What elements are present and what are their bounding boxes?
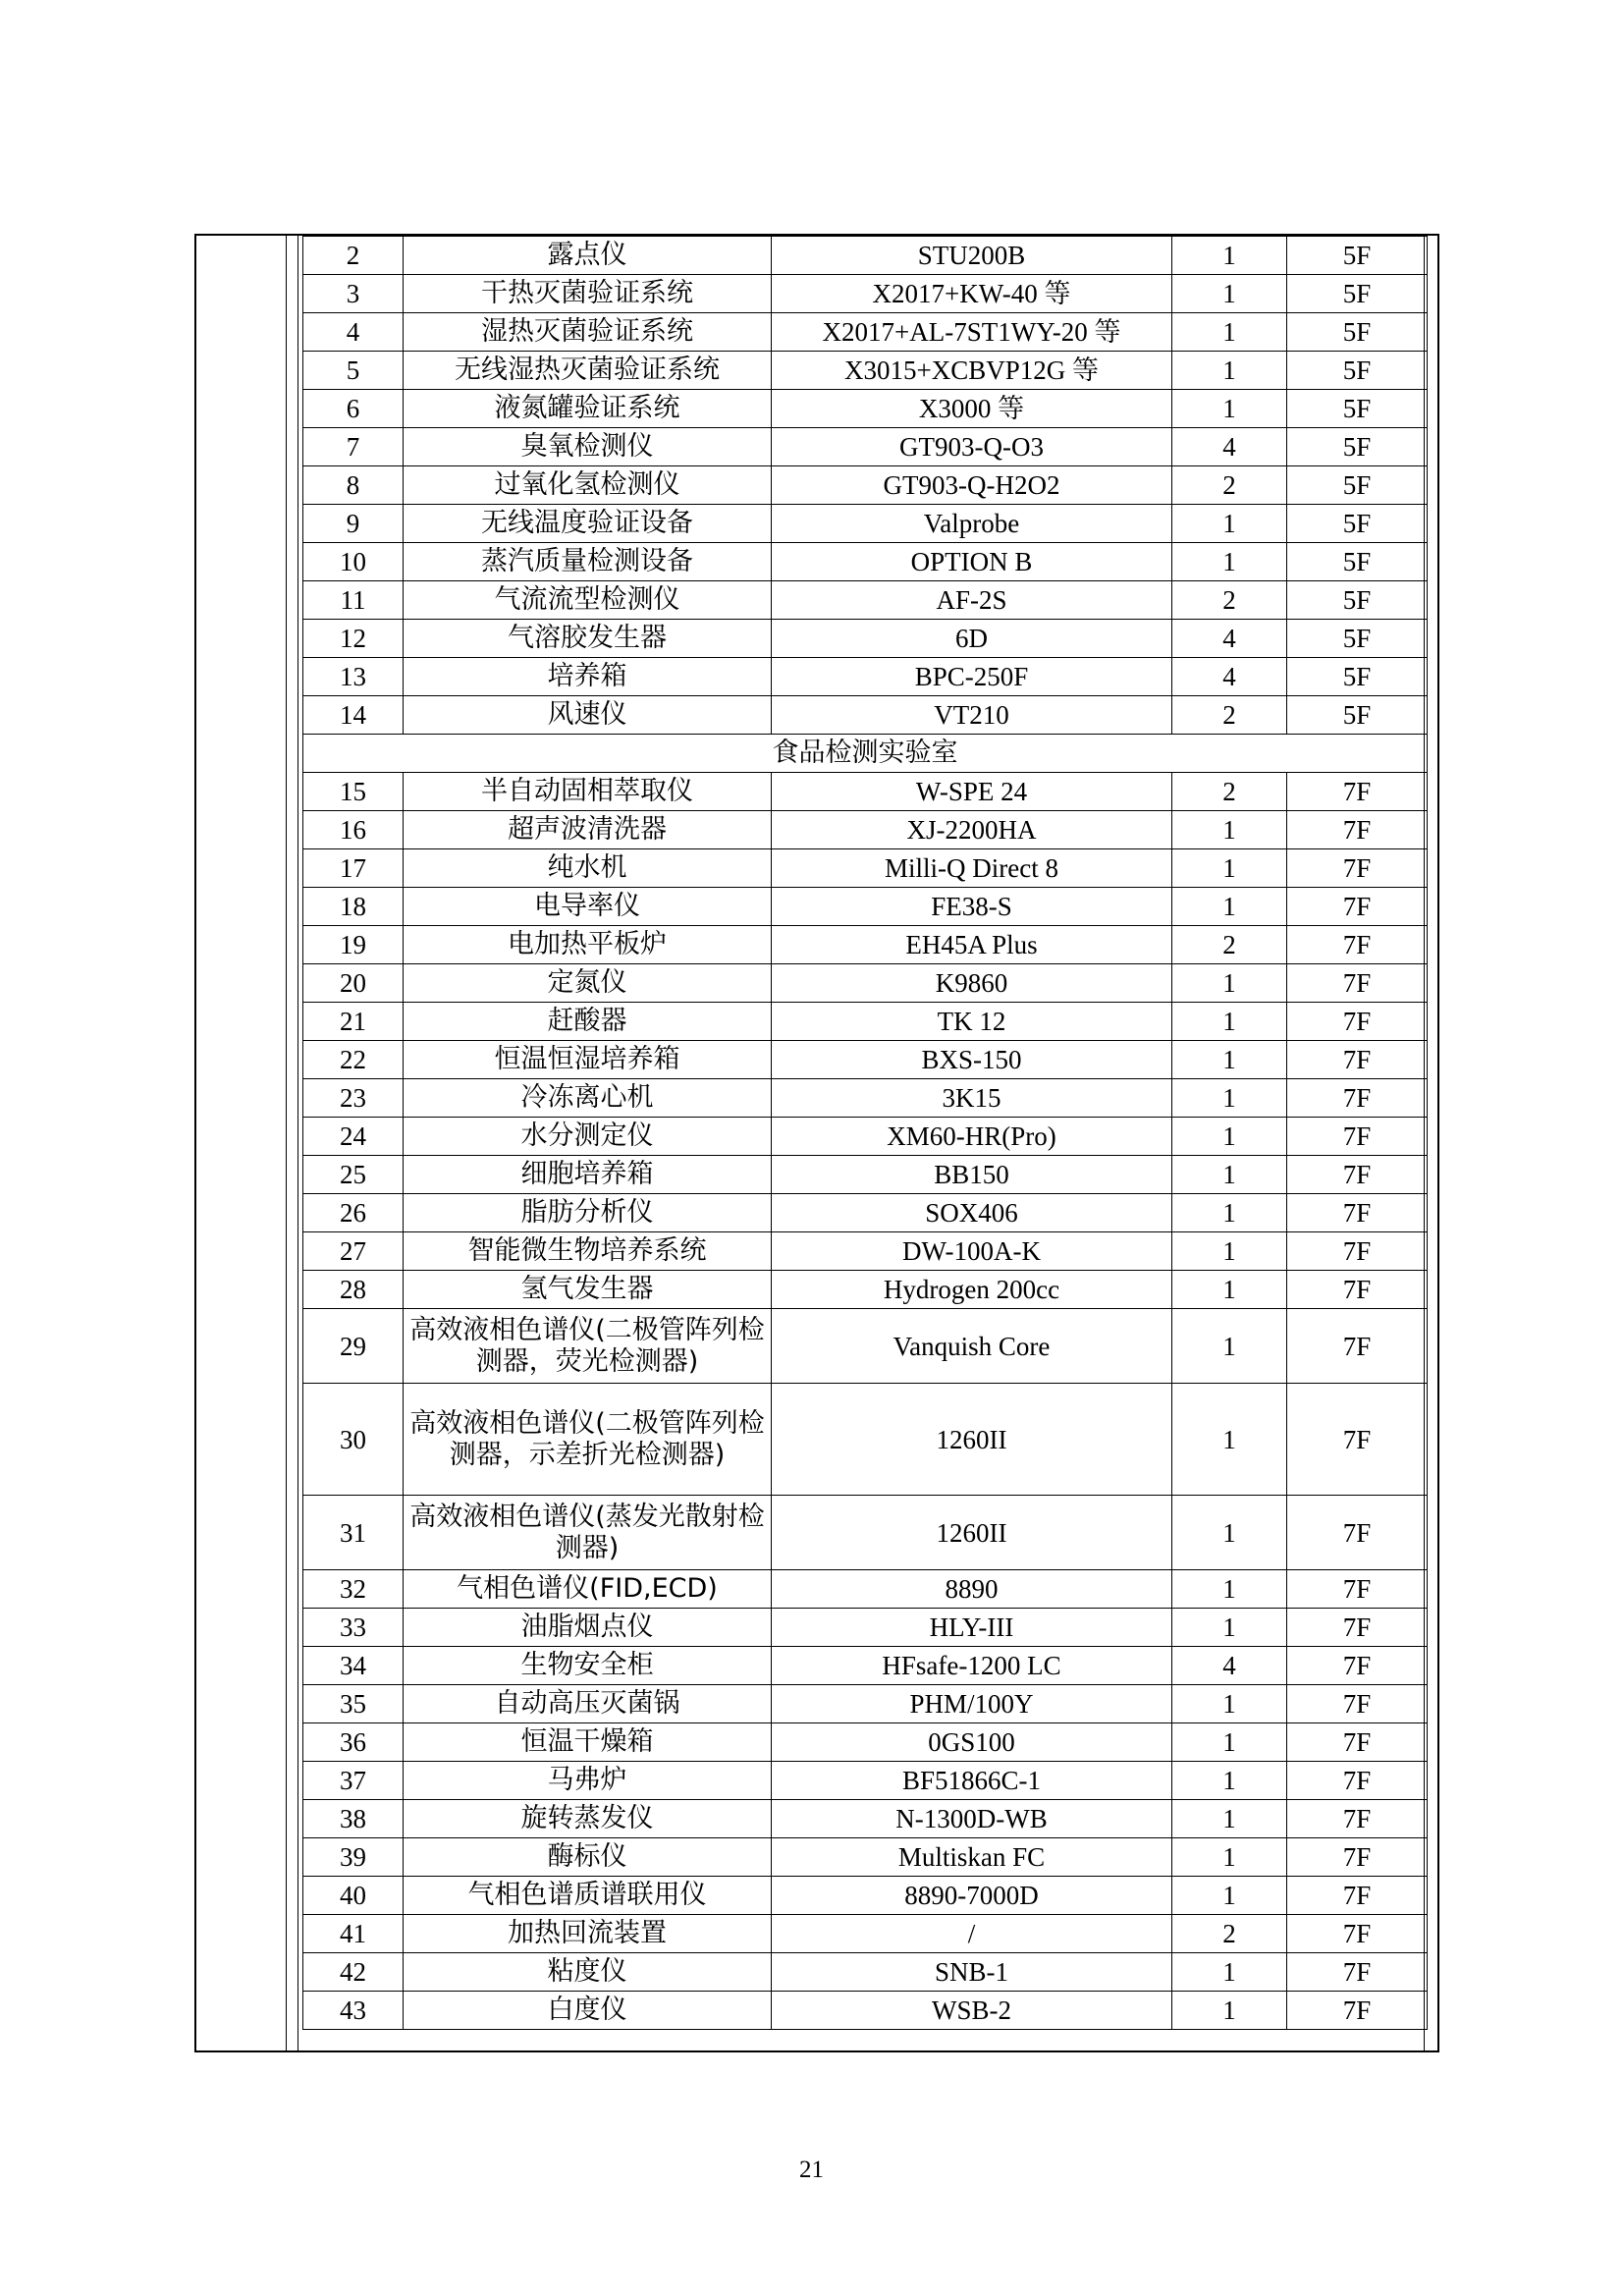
cell-model: XM60-HR(Pro) [772,1118,1172,1156]
cell-equipment-name: 气相色谱质谱联用仪 [404,1877,772,1915]
cell-quantity: 4 [1172,1647,1287,1685]
cell-number: 3 [303,275,404,313]
table-row [303,543,1428,581]
cell-floor: 7F [1287,1953,1428,1992]
cell-floor: 5F [1287,390,1428,428]
cell-equipment-name: 脂肪分析仪 [404,1194,772,1232]
cell-number: 13 [303,658,404,696]
cell-model: W-SPE 24 [772,773,1172,811]
cell-model: 1260II [772,1496,1172,1570]
table-row [303,1003,1428,1041]
cell-quantity: 1 [1172,1496,1287,1570]
cell-quantity: 1 [1172,1384,1287,1496]
cell-quantity: 1 [1172,964,1287,1003]
cell-model: Vanquish Core [772,1309,1172,1384]
table-row [303,1496,1428,1570]
cell-number: 4 [303,313,404,352]
cell-number: 11 [303,581,404,620]
cell-quantity: 1 [1172,1953,1287,1992]
cell-floor: 7F [1287,1118,1428,1156]
cell-model: X2017+AL-7ST1WY-20 等 [772,313,1172,352]
cell-floor: 5F [1287,543,1428,581]
cell-number: 22 [303,1041,404,1079]
cell-model: SNB-1 [772,1953,1172,1992]
cell-floor: 7F [1287,1723,1428,1762]
table-row [303,581,1428,620]
cell-floor: 7F [1287,811,1428,849]
cell-quantity: 1 [1172,1877,1287,1915]
cell-floor: 5F [1287,658,1428,696]
cell-number: 23 [303,1079,404,1118]
cell-number: 35 [303,1685,404,1723]
cell-number: 7 [303,428,404,466]
table-row [303,1723,1428,1762]
cell-model: DW-100A-K [772,1232,1172,1271]
cell-number: 18 [303,888,404,926]
cell-floor: 7F [1287,888,1428,926]
cell-number: 38 [303,1800,404,1838]
table-row [303,313,1428,352]
cell-equipment-name: 蒸汽质量检测设备 [404,543,772,581]
cell-floor: 7F [1287,1915,1428,1953]
table-row [303,1118,1428,1156]
cell-number: 43 [303,1992,404,2030]
table-row [303,1877,1428,1915]
cell-quantity: 1 [1172,1800,1287,1838]
cell-floor: 7F [1287,1232,1428,1271]
cell-floor: 5F [1287,466,1428,505]
cell-number: 9 [303,505,404,543]
cell-quantity: 2 [1172,696,1287,735]
cell-number: 8 [303,466,404,505]
cell-model: 6D [772,620,1172,658]
cell-floor: 7F [1287,1271,1428,1309]
cell-floor: 5F [1287,505,1428,543]
cell-model: WSB-2 [772,1992,1172,2030]
cell-floor: 7F [1287,1194,1428,1232]
cell-quantity: 4 [1172,620,1287,658]
table-row [303,1156,1428,1194]
cell-model: PHM/100Y [772,1685,1172,1723]
cell-equipment-name: 电导率仪 [404,888,772,926]
cell-quantity: 1 [1172,1003,1287,1041]
table-row [303,390,1428,428]
table-row [303,1079,1428,1118]
cell-equipment-name: 超声波清洗器 [404,811,772,849]
cell-number: 5 [303,352,404,390]
cell-equipment-name: 酶标仪 [404,1838,772,1877]
table-row [303,773,1428,811]
table-row [303,1609,1428,1647]
cell-equipment-name: 湿热灭菌验证系统 [404,313,772,352]
cell-quantity: 2 [1172,1915,1287,1953]
table-row [303,466,1428,505]
cell-quantity: 1 [1172,1762,1287,1800]
cell-number: 25 [303,1156,404,1194]
cell-quantity: 1 [1172,1232,1287,1271]
cell-model: Hydrogen 200cc [772,1271,1172,1309]
table-row [303,964,1428,1003]
cell-number: 41 [303,1915,404,1953]
cell-floor: 5F [1287,620,1428,658]
cell-floor: 7F [1287,849,1428,888]
cell-number: 17 [303,849,404,888]
cell-equipment-name: 白度仪 [404,1992,772,2030]
cell-quantity: 1 [1172,1041,1287,1079]
cell-model: X3015+XCBVP12G 等 [772,352,1172,390]
table-row [303,1992,1428,2030]
cell-number: 28 [303,1271,404,1309]
cell-floor: 7F [1287,1800,1428,1838]
cell-equipment-name: 露点仪 [404,237,772,275]
cell-quantity: 1 [1172,352,1287,390]
cell-model: Multiskan FC [772,1838,1172,1877]
page-number: 21 [799,2157,824,2183]
table-row [303,1232,1428,1271]
cell-equipment-name: 粘度仪 [404,1953,772,1992]
cell-model: Valprobe [772,505,1172,543]
cell-floor: 5F [1287,237,1428,275]
cell-quantity: 1 [1172,1992,1287,2030]
cell-equipment-name: 水分测定仪 [404,1118,772,1156]
cell-equipment-name: 旋转蒸发仪 [404,1800,772,1838]
cell-quantity: 1 [1172,1156,1287,1194]
cell-equipment-name: 马弗炉 [404,1762,772,1800]
cell-number: 15 [303,773,404,811]
cell-number: 24 [303,1118,404,1156]
cell-quantity: 4 [1172,658,1287,696]
cell-model: VT210 [772,696,1172,735]
cell-floor: 5F [1287,696,1428,735]
cell-number: 2 [303,237,404,275]
cell-number: 12 [303,620,404,658]
table-row [303,620,1428,658]
cell-number: 10 [303,543,404,581]
table-row [303,1570,1428,1609]
frame-column-divider [286,236,287,2050]
section-heading-row [303,735,1428,773]
table-row [303,275,1428,313]
cell-floor: 7F [1287,1079,1428,1118]
cell-number: 39 [303,1838,404,1877]
cell-equipment-name: 生物安全柜 [404,1647,772,1685]
cell-model: BPC-250F [772,658,1172,696]
cell-floor: 7F [1287,1570,1428,1609]
cell-number: 20 [303,964,404,1003]
cell-floor: 5F [1287,428,1428,466]
cell-equipment-name: 半自动固相萃取仪 [404,773,772,811]
cell-number: 31 [303,1496,404,1570]
cell-quantity: 1 [1172,275,1287,313]
cell-quantity: 1 [1172,1609,1287,1647]
cell-equipment-name: 自动高压灭菌锅 [404,1685,772,1723]
cell-quantity: 1 [1172,390,1287,428]
cell-floor: 5F [1287,275,1428,313]
cell-number: 42 [303,1953,404,1992]
cell-model: BB150 [772,1156,1172,1194]
cell-model: 1260II [772,1384,1172,1496]
cell-equipment-name: 恒温干燥箱 [404,1723,772,1762]
cell-quantity: 1 [1172,1685,1287,1723]
cell-floor: 7F [1287,1762,1428,1800]
table-row [303,1041,1428,1079]
cell-equipment-name: 干热灭菌验证系统 [404,275,772,313]
cell-number: 27 [303,1232,404,1271]
cell-model: X2017+KW-40 等 [772,275,1172,313]
cell-quantity: 2 [1172,926,1287,964]
cell-model: 3K15 [772,1079,1172,1118]
cell-quantity: 2 [1172,773,1287,811]
cell-equipment-name: 高效液相色谱仪(二极管阵列检测器，荧光检测器) [404,1309,772,1384]
cell-floor: 5F [1287,313,1428,352]
table-row [303,696,1428,735]
cell-floor: 7F [1287,1992,1428,2030]
cell-equipment-name: 高效液相色谱仪(蒸发光散射检测器) [404,1496,772,1570]
cell-equipment-name: 培养箱 [404,658,772,696]
cell-number: 34 [303,1647,404,1685]
cell-equipment-name: 过氧化氢检测仪 [404,466,772,505]
cell-quantity: 1 [1172,543,1287,581]
table-row [303,1309,1428,1384]
cell-number: 30 [303,1384,404,1496]
cell-model: / [772,1915,1172,1953]
cell-floor: 5F [1287,352,1428,390]
cell-model: 0GS100 [772,1723,1172,1762]
cell-number: 40 [303,1877,404,1915]
cell-floor: 7F [1287,1156,1428,1194]
cell-floor: 7F [1287,926,1428,964]
table-row [303,1194,1428,1232]
table-row [303,237,1428,275]
cell-model: HLY-III [772,1609,1172,1647]
cell-number: 29 [303,1309,404,1384]
cell-floor: 7F [1287,1609,1428,1647]
cell-floor: 5F [1287,581,1428,620]
cell-equipment-name: 电加热平板炉 [404,926,772,964]
cell-model: SOX406 [772,1194,1172,1232]
cell-floor: 7F [1287,1309,1428,1384]
cell-equipment-name: 气流流型检测仪 [404,581,772,620]
table-row [303,658,1428,696]
cell-quantity: 1 [1172,1723,1287,1762]
cell-floor: 7F [1287,1877,1428,1915]
cell-equipment-name: 液氮罐验证系统 [404,390,772,428]
table-row [303,352,1428,390]
table-row [303,1647,1428,1685]
table-row [303,888,1428,926]
cell-quantity: 1 [1172,1309,1287,1384]
cell-quantity: 4 [1172,428,1287,466]
table-row [303,1271,1428,1309]
cell-equipment-name: 细胞培养箱 [404,1156,772,1194]
cell-model: EH45A Plus [772,926,1172,964]
cell-quantity: 1 [1172,313,1287,352]
cell-equipment-name: 气相色谱仪(FID,ECD) [404,1570,772,1609]
cell-floor: 7F [1287,1384,1428,1496]
cell-model: K9860 [772,964,1172,1003]
table-row [303,811,1428,849]
cell-floor: 7F [1287,1838,1428,1877]
cell-equipment-name: 油脂烟点仪 [404,1609,772,1647]
cell-number: 19 [303,926,404,964]
cell-model: XJ-2200HA [772,811,1172,849]
cell-equipment-name: 氢气发生器 [404,1271,772,1309]
table-row [303,1915,1428,1953]
cell-equipment-name: 纯水机 [404,849,772,888]
cell-equipment-name: 风速仪 [404,696,772,735]
cell-floor: 7F [1287,1647,1428,1685]
cell-quantity: 2 [1172,466,1287,505]
cell-quantity: 1 [1172,849,1287,888]
cell-equipment-name: 高效液相色谱仪(二极管阵列检测器，示差折光检测器) [404,1384,772,1496]
cell-model: HFsafe-1200 LC [772,1647,1172,1685]
cell-model: 8890-7000D [772,1877,1172,1915]
cell-quantity: 1 [1172,237,1287,275]
cell-model: 8890 [772,1570,1172,1609]
cell-model: OPTION B [772,543,1172,581]
cell-quantity: 1 [1172,1570,1287,1609]
cell-floor: 7F [1287,1003,1428,1041]
cell-number: 16 [303,811,404,849]
cell-equipment-name: 无线温度验证设备 [404,505,772,543]
cell-number: 32 [303,1570,404,1609]
cell-model: X3000 等 [772,390,1172,428]
cell-number: 21 [303,1003,404,1041]
cell-model: STU200B [772,237,1172,275]
table-row [303,926,1428,964]
table-row [303,1762,1428,1800]
cell-equipment-name: 冷冻离心机 [404,1079,772,1118]
table-row [303,428,1428,466]
equipment-table-body [303,237,1428,2030]
cell-floor: 7F [1287,1496,1428,1570]
cell-quantity: 1 [1172,1079,1287,1118]
cell-floor: 7F [1287,964,1428,1003]
cell-floor: 7F [1287,1685,1428,1723]
cell-number: 36 [303,1723,404,1762]
cell-quantity: 1 [1172,811,1287,849]
cell-equipment-name: 加热回流装置 [404,1915,772,1953]
cell-model: AF-2S [772,581,1172,620]
cell-model: Milli-Q Direct 8 [772,849,1172,888]
cell-quantity: 2 [1172,581,1287,620]
cell-number: 26 [303,1194,404,1232]
cell-number: 6 [303,390,404,428]
cell-floor: 7F [1287,1041,1428,1079]
cell-quantity: 1 [1172,1838,1287,1877]
cell-number: 14 [303,696,404,735]
cell-equipment-name: 无线湿热灭菌验证系统 [404,352,772,390]
cell-floor: 7F [1287,773,1428,811]
table-row [303,849,1428,888]
cell-quantity: 1 [1172,505,1287,543]
cell-quantity: 1 [1172,888,1287,926]
cell-quantity: 1 [1172,1271,1287,1309]
table-row [303,1800,1428,1838]
table-row [303,505,1428,543]
table-row [303,1685,1428,1723]
cell-model: GT903-Q-O3 [772,428,1172,466]
cell-model: FE38-S [772,888,1172,926]
cell-model: BF51866C-1 [772,1762,1172,1800]
table-row [303,1953,1428,1992]
cell-equipment-name: 恒温恒湿培养箱 [404,1041,772,1079]
cell-equipment-name: 赶酸器 [404,1003,772,1041]
cell-model: TK 12 [772,1003,1172,1041]
cell-quantity: 1 [1172,1194,1287,1232]
cell-equipment-name: 定氮仪 [404,964,772,1003]
cell-number: 37 [303,1762,404,1800]
cell-quantity: 1 [1172,1118,1287,1156]
cell-number: 33 [303,1609,404,1647]
table-row [303,1384,1428,1496]
cell-model: BXS-150 [772,1041,1172,1079]
cell-equipment-name: 气溶胶发生器 [404,620,772,658]
equipment-table [302,236,1428,2030]
cell-equipment-name: 臭氧检测仪 [404,428,772,466]
table-row [303,1838,1428,1877]
cell-model: N-1300D-WB [772,1800,1172,1838]
cell-equipment-name: 智能微生物培养系统 [404,1232,772,1271]
section-heading: 食品检测实验室 [303,735,1428,773]
cell-model: GT903-Q-H2O2 [772,466,1172,505]
